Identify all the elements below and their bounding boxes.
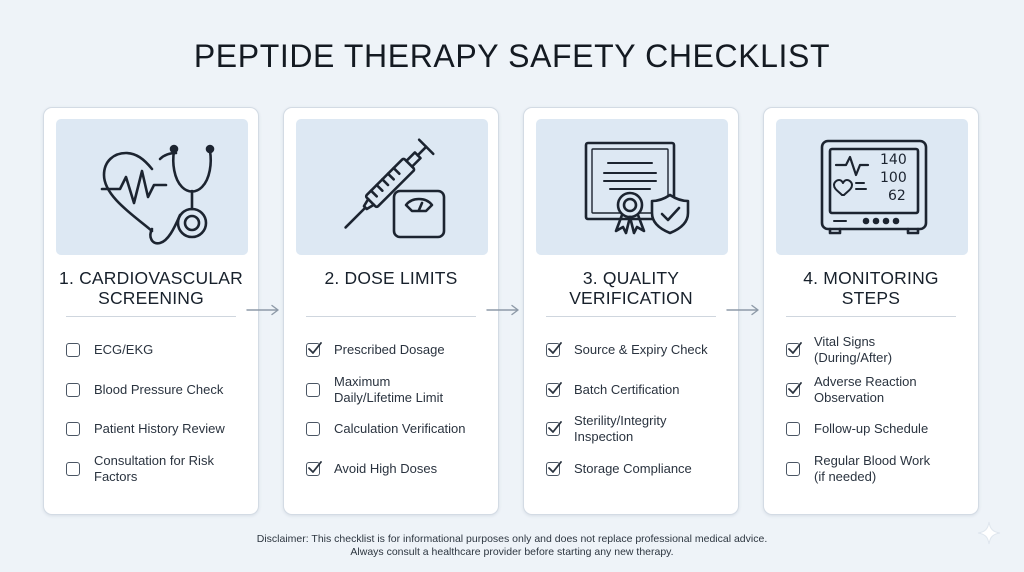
item-label-line2: Observation [814,390,885,405]
checklist-item[interactable] [306,374,486,410]
checkbox[interactable] [546,422,560,436]
card-quality-verification [523,107,739,515]
divider [786,316,956,317]
checklist-item[interactable] [786,421,966,457]
checklist-item-label [94,453,250,485]
checklist-item-label [574,413,730,445]
checklist-item-label [334,461,490,477]
checklist-item-label [94,382,250,398]
checkmark-icon [546,341,562,357]
card-title-line1: 2. DOSE LIMITS [324,268,458,288]
checkbox[interactable] [546,383,560,397]
item-label-line2: Daily/Lifetime Limit [334,390,444,405]
syringe-scale-icon [296,119,488,255]
checkbox[interactable] [66,462,80,476]
item-label-line2: Inspection [574,429,634,444]
divider [66,316,236,317]
checklist-item[interactable] [546,342,726,378]
checkbox[interactable] [306,462,320,476]
vital-signs-monitor-icon [776,119,968,255]
sparkle-icon [976,520,1002,546]
checklist-item[interactable] [786,374,966,410]
checkmark-icon [546,420,562,436]
item-label-line1: Calculation Verification [334,421,466,436]
checklist-item-label [574,382,730,398]
item-label-line1: Patient History Review [94,421,225,436]
item-label-line1: Regular Blood Work [814,453,931,468]
checkbox[interactable] [786,422,800,436]
divider [306,316,476,317]
checklist-item-label [814,453,970,485]
checkmark-icon [546,460,562,476]
arrow-right-icon [246,304,280,316]
checklist-item-label [94,342,250,358]
card-title-line1: 1. CARDIOVASCULAR [59,268,243,288]
checkbox[interactable] [786,343,800,357]
checkmark-icon [546,381,562,397]
checkbox[interactable] [66,383,80,397]
icon-panel [536,119,728,255]
checkbox[interactable] [786,383,800,397]
checkmark-icon [786,381,802,397]
checklist-item-label [94,421,250,437]
card-title [764,268,978,308]
checklist-item-label [814,334,970,366]
checklist-item-label [574,342,730,358]
checklist-item[interactable] [306,342,486,378]
arrow-right-icon [486,304,520,316]
checklist-item[interactable] [66,342,246,378]
item-label-line2: Factors [94,469,138,484]
certificate-shield-icon [536,119,728,255]
item-label-line1: Sterility/Integrity [574,413,667,428]
disclaimer [0,533,1024,559]
item-label-line1: Source & Expiry Check [574,342,708,357]
checklist-item[interactable] [786,334,966,370]
item-label-line1: Follow-up Schedule [814,421,929,436]
item-label-line1: Adverse Reaction [814,374,917,389]
checklist-item[interactable] [306,461,486,497]
card-title-line2: STEPS [841,288,901,308]
checklist-item[interactable] [66,382,246,418]
icon-panel [56,119,248,255]
checkbox[interactable] [786,462,800,476]
disclaimer-line1: Disclaimer: This checklist is for informational purposes only and does not replace professional medical advice. [256,533,768,545]
checklist-item-label [334,421,490,437]
item-label-line1: Prescribed Dosage [334,342,445,357]
checkbox[interactable] [66,343,80,357]
icon-panel [776,119,968,255]
checklist-item[interactable] [306,421,486,457]
card-title-line2: VERIFICATION [569,288,693,308]
checklist-item-label [814,421,970,437]
icon-panel [296,119,488,255]
checklist-item-label [814,374,970,406]
heart-stethoscope-icon [56,119,248,255]
monitor-value: 62 [888,188,906,204]
checklist-item[interactable] [66,421,246,457]
card-title [44,268,258,308]
disclaimer-line2: Always consult a healthcare provider before starting any new therapy. [350,546,674,558]
checkbox[interactable] [306,343,320,357]
card-dose-limits [283,107,499,515]
card-title [284,268,498,288]
checklist-item[interactable] [546,413,726,449]
item-label-line1: Vital Signs [814,334,876,349]
card-title [524,268,738,308]
item-label-line1: Blood Pressure Check [94,382,224,397]
checklist-item[interactable] [786,453,966,489]
checklist-item[interactable] [66,453,246,489]
checklist-item-label [334,342,490,358]
checkmark-icon [306,460,322,476]
card-title-line2: SCREENING [98,288,204,308]
arrow-right-icon [726,304,760,316]
item-label-line1: Consultation for Risk [94,453,214,468]
checklist-item-label [574,461,730,477]
checkbox[interactable] [546,462,560,476]
item-label-line1: Maximum [334,374,391,389]
checklist-item-label [334,374,490,406]
divider [546,316,716,317]
monitor-value: 140 [880,152,907,168]
item-label-line1: Batch Certification [574,382,680,397]
card-title-line1: 3. QUALITY [582,268,680,288]
item-label-line1: Storage Compliance [574,461,692,476]
item-label-line1: ECG/EKG [94,342,154,357]
checklist-item[interactable] [546,461,726,497]
checkmark-icon [786,341,802,357]
item-label-line1: Avoid High Doses [334,461,438,476]
item-label-line2: (if needed) [814,469,877,484]
checkbox[interactable] [306,422,320,436]
monitor-value: 100 [880,170,907,186]
checkbox[interactable] [66,422,80,436]
card-title-line1: 4. MONITORING [803,268,939,288]
item-label-line2: (During/After) [814,350,893,365]
page-title: PEPTIDE THERAPY SAFETY CHECKLIST [193,38,831,74]
checkbox[interactable] [306,383,320,397]
card-cardiovascular-screening [43,107,259,515]
checkbox[interactable] [546,343,560,357]
card-monitoring-steps [763,107,979,515]
checkmark-icon [306,341,322,357]
